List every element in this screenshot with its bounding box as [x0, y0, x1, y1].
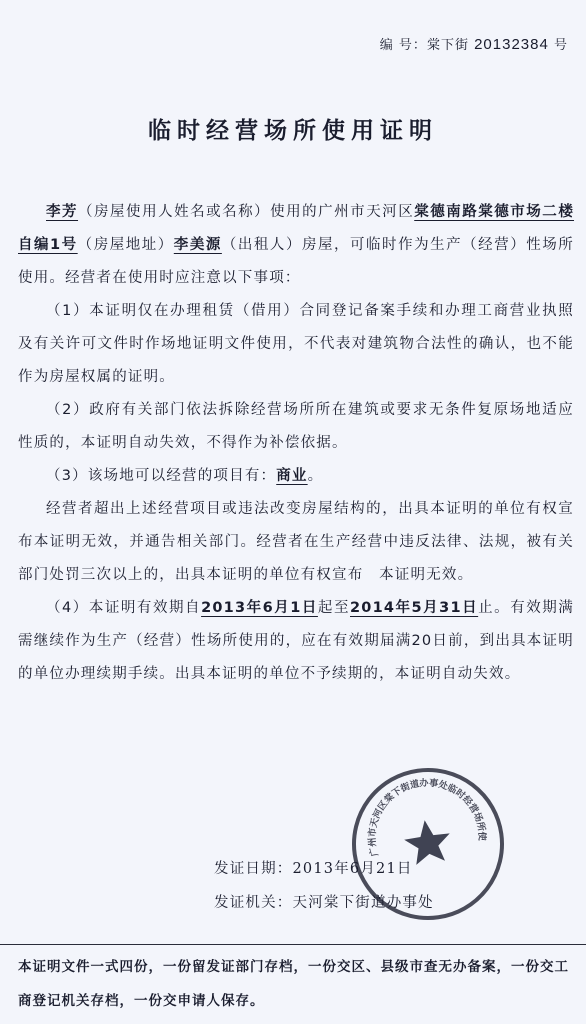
item-1: （1）本证明仅在办理租赁（借用）合同登记备案手续和办理工商营业执照及有关许可文件时作场地证明文件使用，不代表对建筑物合法性的确认，也不能作为房屋权属的证明。: [18, 303, 574, 385]
address-label: （房屋地址）: [77, 237, 174, 253]
property-address: 棠德南路棠德市场二楼自编1号: [18, 204, 575, 253]
user-label: （房屋使用人姓名或名称）使用的广州市天河区: [78, 204, 415, 220]
item-4-middle: 起至: [317, 600, 350, 616]
item-2: （2）政府有关部门依法拆除经营场所所在建筑或要求无条件复原场地适应性质的，本证明自动失效，不得作为补偿依据。: [18, 402, 574, 451]
page-title: 临时经营场所使用证明: [148, 118, 438, 144]
serial-suffix: 号: [553, 38, 568, 53]
issue-date-value: 2013年6月21日: [292, 861, 413, 877]
issue-org-label: 发证机关：: [214, 895, 293, 911]
issue-org-value: 天河棠下街道办事处: [292, 895, 434, 911]
lessor-label: （出租人）房屋，可临时作为生产（经营）性场所使用。经营者在使用时应注意以下事项：: [18, 237, 574, 286]
validity-start: 2013年6月1日: [201, 600, 318, 616]
item-3: [18, 460, 574, 493]
official-seal: [342, 758, 514, 930]
certificate-body: [18, 196, 574, 691]
serial-value: 20132384: [474, 36, 549, 53]
business-scope: 商业: [276, 468, 308, 484]
serial-prefix: 棠下街: [426, 38, 469, 53]
serial-label: 编 号：: [379, 38, 427, 53]
item-4-suffix: 止。有效期满需继续作为生产（经营）性场所使用的，应在有效期届满20日前，到出具本证明的单位办理续期手续。出具本证明的单位不予续期的，本证明自动失效。: [18, 600, 575, 682]
seal-star-icon: [402, 817, 454, 866]
item-4-prefix: （4）本证明有效期自: [46, 600, 202, 616]
seal-text: 广州市天河区棠下街道办事处临时经营场所使用证明专用章: [346, 774, 488, 858]
issue-date-label: 发证日期：: [214, 861, 293, 877]
user-name: 李芳: [46, 204, 79, 220]
serial-number: [380, 34, 568, 53]
validity-end: 2014年5月31日: [350, 600, 479, 616]
item-3-note: 经营者超出上述经营项目或违法改变房屋结构的，出具本证明的单位有权宣布本证明无效，并通告相关部门。经营者在生产经营中违反法律、法规，被有关部门处罚三次以上的，出具本证明的单位有权宣布 本证明无效。: [18, 501, 574, 583]
seal-graphic: [347, 763, 510, 926]
item-4: [18, 592, 574, 691]
item-3-suffix: 。: [307, 468, 324, 484]
paragraph-intro: [18, 196, 574, 295]
lessor-name: 李美源: [173, 237, 222, 253]
footnote: 本证明文件一式四份，一份留发证部门存档，一份交区、县级市查无办备案，一份交工商登记机关存档，一份交申请人保存。: [18, 959, 569, 1009]
divider: [0, 944, 586, 945]
item-3-prefix: （3）该场地可以经营的项目有：: [46, 468, 277, 484]
